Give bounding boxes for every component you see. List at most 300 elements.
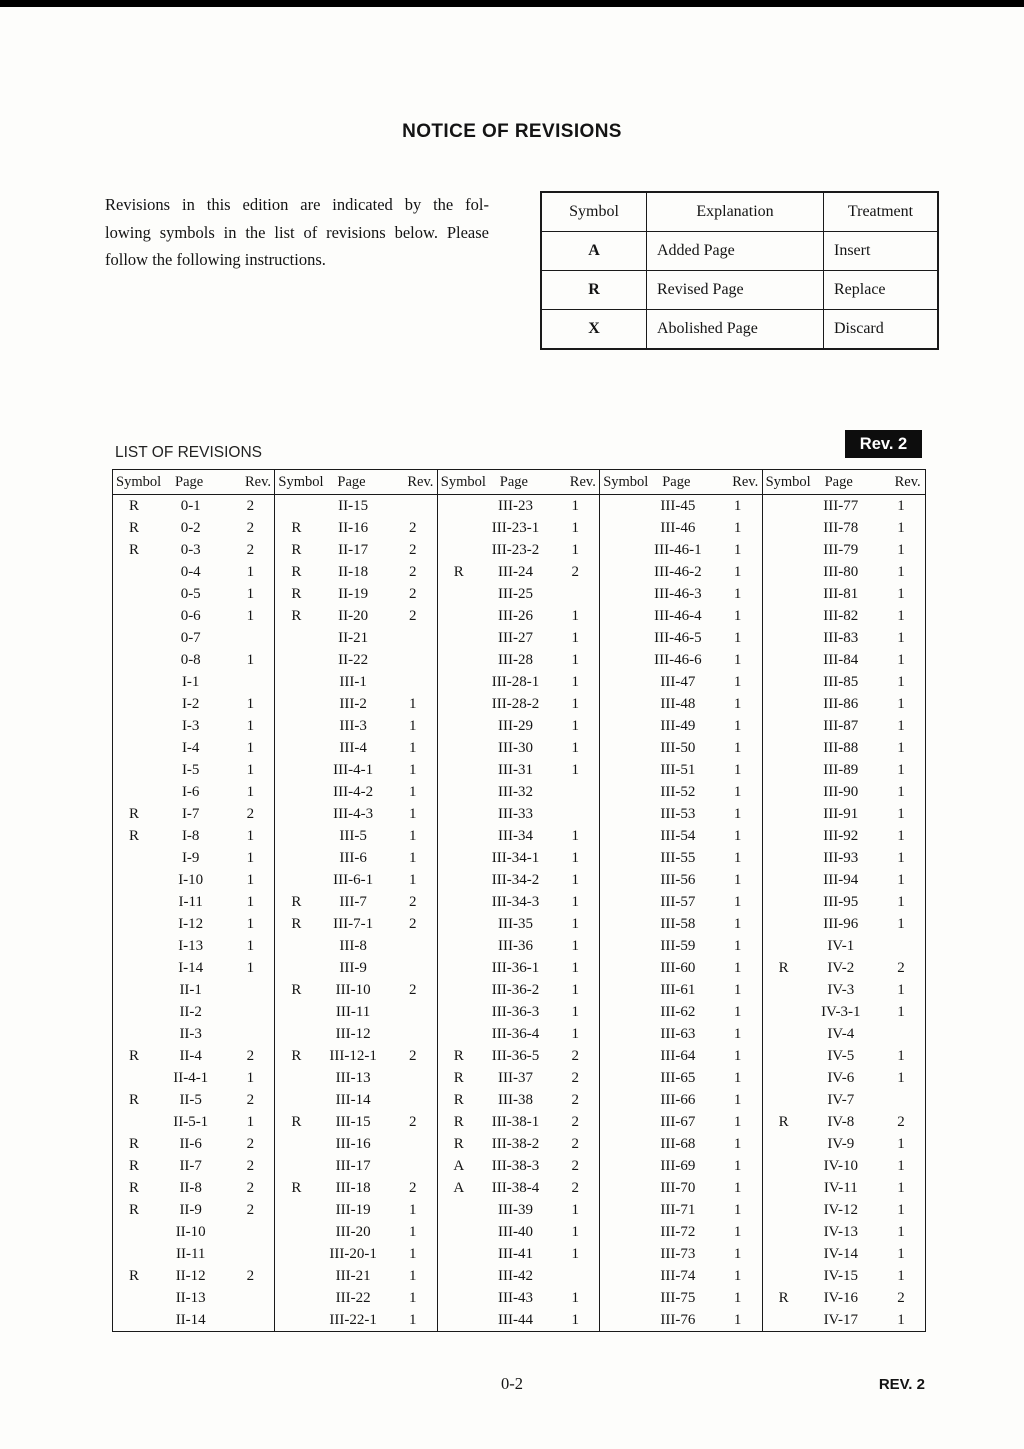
page-cell: IV-6 bbox=[827, 1069, 855, 1086]
revision-row bbox=[113, 605, 274, 627]
symbol-cell: R bbox=[541, 271, 647, 310]
revision-row bbox=[275, 671, 436, 693]
rev-cell: 1 bbox=[733, 563, 742, 580]
symbol-cell: R bbox=[128, 497, 139, 514]
revision-row bbox=[113, 671, 274, 693]
rev-cell: 1 bbox=[571, 827, 579, 844]
page-cell: I-6 bbox=[181, 783, 200, 800]
revision-row bbox=[113, 539, 274, 561]
rev-cell: 1 bbox=[733, 629, 742, 646]
revision-row bbox=[438, 1111, 599, 1133]
revision-row bbox=[113, 1023, 274, 1045]
explanation-cell: Abolished Page bbox=[647, 310, 824, 350]
page-cell: III-50 bbox=[660, 739, 696, 756]
revision-row bbox=[275, 1177, 436, 1199]
rev-cell: 2 bbox=[897, 959, 905, 976]
rev-cell: 1 bbox=[571, 937, 579, 954]
revision-row bbox=[600, 825, 761, 847]
revision-row bbox=[275, 693, 436, 715]
rev-cell: 1 bbox=[409, 783, 417, 800]
rev-cell: 1 bbox=[897, 519, 905, 536]
page-cell: II-2 bbox=[179, 1003, 202, 1020]
revision-row bbox=[600, 1111, 761, 1133]
column-header-label: Page bbox=[662, 473, 691, 490]
revision-row bbox=[113, 649, 274, 671]
revision-row bbox=[763, 957, 925, 979]
rev-badge: Rev. 2 bbox=[845, 430, 922, 458]
revision-row bbox=[600, 1001, 761, 1023]
revision-row bbox=[438, 1177, 599, 1199]
explanation-cell: Added Page bbox=[647, 232, 824, 271]
page-cell: III-36-2 bbox=[491, 981, 540, 998]
page-cell: III-82 bbox=[823, 607, 859, 624]
page-cell: III-74 bbox=[660, 1267, 696, 1284]
page-cell: III-36-1 bbox=[491, 959, 540, 976]
page-cell: III-4-2 bbox=[333, 783, 374, 800]
page-cell: III-17 bbox=[335, 1157, 371, 1174]
revision-row bbox=[113, 979, 274, 1001]
revision-row bbox=[763, 1023, 925, 1045]
revision-row bbox=[275, 1287, 436, 1309]
rev-cell: 2 bbox=[409, 585, 417, 602]
rev-cell: 2 bbox=[571, 1135, 579, 1152]
revision-row bbox=[600, 1133, 761, 1155]
page-cell: I-1 bbox=[181, 673, 200, 690]
revision-row bbox=[600, 715, 761, 737]
revision-row bbox=[113, 891, 274, 913]
symbol-cell: R bbox=[291, 541, 302, 558]
intro-line: follow the following instructions. bbox=[105, 250, 326, 269]
rev-cell: 2 bbox=[409, 1113, 417, 1130]
revision-row bbox=[438, 891, 599, 913]
revision-row bbox=[275, 561, 436, 583]
page-cell: II-9 bbox=[179, 1201, 202, 1218]
page-cell: III-66 bbox=[660, 1091, 696, 1108]
page-cell: II-13 bbox=[175, 1289, 206, 1306]
revision-row bbox=[113, 1155, 274, 1177]
column-header-label: Rev. bbox=[569, 473, 596, 490]
page-cell: III-75 bbox=[660, 1289, 696, 1306]
page-cell: III-6 bbox=[339, 849, 367, 866]
rev-cell: 1 bbox=[733, 1047, 742, 1064]
list-of-revisions-heading: LIST OF REVISIONS bbox=[115, 444, 263, 461]
rev-cell: 2 bbox=[246, 519, 255, 536]
column-header-label: Page bbox=[824, 473, 853, 490]
revision-row bbox=[763, 715, 925, 737]
rev-cell: 1 bbox=[246, 871, 255, 888]
rev-cell: 1 bbox=[246, 761, 255, 778]
revision-row bbox=[438, 1243, 599, 1265]
revision-row bbox=[600, 517, 761, 539]
column-header-label: Rev. bbox=[245, 473, 272, 490]
revisions-column-header bbox=[113, 470, 274, 495]
rev-cell: 1 bbox=[733, 739, 742, 756]
symbol-table-row bbox=[541, 232, 938, 271]
page-cell: III-11 bbox=[335, 1003, 371, 1020]
page-cell: IV-3 bbox=[827, 981, 855, 998]
symbol-cell: R bbox=[453, 1135, 464, 1152]
page-cell: III-36-4 bbox=[491, 1025, 540, 1042]
rev-cell: 1 bbox=[733, 541, 742, 558]
revision-row bbox=[600, 1155, 761, 1177]
page-cell: I-4 bbox=[181, 739, 200, 756]
page-cell: IV-11 bbox=[823, 1179, 858, 1196]
revision-row bbox=[113, 847, 274, 869]
page-cell: IV-13 bbox=[823, 1223, 859, 1240]
revision-row bbox=[763, 913, 925, 935]
symbol-cell: R bbox=[128, 1179, 139, 1196]
symbol-cell: R bbox=[128, 1201, 139, 1218]
page-cell: II-22 bbox=[338, 651, 369, 668]
rev-cell: 2 bbox=[409, 1047, 417, 1064]
page-cell: III-23 bbox=[498, 497, 533, 514]
page-cell: IV-12 bbox=[823, 1201, 859, 1218]
footer-revision-label: REV. 2 bbox=[878, 1376, 925, 1393]
revision-row bbox=[438, 979, 599, 1001]
page-cell: III-3 bbox=[339, 717, 367, 734]
revision-row bbox=[438, 1089, 599, 1111]
rev-cell: 1 bbox=[571, 849, 579, 866]
revision-row bbox=[438, 1287, 599, 1309]
treatment-cell: Discard bbox=[824, 310, 939, 350]
page-cell: I-11 bbox=[178, 893, 203, 910]
rev-cell: 2 bbox=[409, 893, 417, 910]
rev-cell: 1 bbox=[571, 761, 579, 778]
symbol-table bbox=[540, 191, 939, 350]
revision-row bbox=[438, 561, 599, 583]
page-cell: III-76 bbox=[660, 1311, 696, 1328]
revision-row bbox=[113, 781, 274, 803]
revision-row bbox=[438, 1023, 599, 1045]
page-cell: IV-10 bbox=[823, 1157, 859, 1174]
revision-row bbox=[763, 627, 925, 649]
page-cell: III-36-5 bbox=[491, 1047, 540, 1064]
rev-cell: 2 bbox=[409, 519, 417, 536]
page-cell: III-89 bbox=[823, 761, 859, 778]
rev-cell: 1 bbox=[733, 1223, 742, 1240]
revision-row bbox=[113, 1221, 274, 1243]
rev-cell: 2 bbox=[246, 1135, 255, 1152]
rev-cell: 2 bbox=[246, 1179, 255, 1196]
column-header-label: Rev. bbox=[894, 473, 921, 490]
revision-row bbox=[438, 847, 599, 869]
page-cell: III-46 bbox=[660, 519, 696, 536]
page-cell: II-21 bbox=[338, 629, 369, 646]
page-cell: I-12 bbox=[178, 915, 204, 932]
revision-row bbox=[763, 583, 925, 605]
page-cell: III-46-4 bbox=[654, 607, 702, 624]
revision-row bbox=[438, 693, 599, 715]
rev-cell: 1 bbox=[733, 783, 742, 800]
revision-row bbox=[113, 935, 274, 957]
page-cell: III-83 bbox=[823, 629, 859, 646]
rev-cell: 1 bbox=[897, 1157, 905, 1174]
rev-cell: 1 bbox=[409, 1201, 417, 1218]
rev-cell: 1 bbox=[733, 805, 742, 822]
page-cell: III-38-2 bbox=[491, 1135, 540, 1152]
page-cell: I-13 bbox=[178, 937, 204, 954]
revision-row bbox=[600, 539, 761, 561]
revision-row bbox=[763, 1199, 925, 1221]
revision-row bbox=[763, 759, 925, 781]
page-cell: III-64 bbox=[660, 1047, 696, 1064]
revision-row bbox=[275, 627, 436, 649]
rev-cell: 1 bbox=[246, 585, 255, 602]
revision-row bbox=[275, 1199, 436, 1221]
revision-row bbox=[438, 935, 599, 957]
page-cell: 0-4 bbox=[180, 563, 201, 580]
page-cell: III-67 bbox=[660, 1113, 696, 1130]
page-cell: III-4 bbox=[339, 739, 367, 756]
revision-row bbox=[438, 1155, 599, 1177]
page-cell: III-51 bbox=[660, 761, 696, 778]
page-cell: III-22-1 bbox=[329, 1311, 377, 1328]
rev-cell: 1 bbox=[571, 1003, 579, 1020]
page-cell: III-10 bbox=[335, 981, 371, 998]
rev-cell: 1 bbox=[246, 849, 255, 866]
rev-cell: 1 bbox=[733, 519, 742, 536]
revision-row bbox=[113, 1243, 274, 1265]
rev-cell: 1 bbox=[246, 915, 255, 932]
page-cell: II-5 bbox=[179, 1091, 202, 1108]
revision-row bbox=[275, 715, 436, 737]
rev-cell: 1 bbox=[733, 981, 742, 998]
revision-row bbox=[275, 495, 436, 517]
symbol-table-row bbox=[541, 271, 938, 310]
page-cell: III-55 bbox=[660, 849, 696, 866]
page-cell: III-58 bbox=[660, 915, 696, 932]
rev-cell: 1 bbox=[246, 893, 255, 910]
rev-cell: 1 bbox=[733, 1135, 742, 1152]
rev-cell: 1 bbox=[733, 673, 742, 690]
page-cell: III-7-1 bbox=[333, 915, 374, 932]
rev-cell: 1 bbox=[409, 1289, 417, 1306]
rev-cell: 1 bbox=[897, 1047, 905, 1064]
revision-row bbox=[438, 1199, 599, 1221]
page-cell: III-62 bbox=[660, 1003, 696, 1020]
revision-row bbox=[275, 517, 436, 539]
revision-row bbox=[438, 583, 599, 605]
revision-row bbox=[438, 1067, 599, 1089]
page-cell: III-54 bbox=[660, 827, 696, 844]
revision-row bbox=[113, 715, 274, 737]
page-cell: III-23-2 bbox=[491, 541, 540, 558]
rev-cell: 1 bbox=[571, 717, 579, 734]
page-cell: III-36-3 bbox=[491, 1003, 540, 1020]
revision-row bbox=[763, 1001, 925, 1023]
page-cell: III-65 bbox=[660, 1069, 696, 1086]
revision-row bbox=[438, 715, 599, 737]
symbol-cell: R bbox=[453, 1091, 464, 1108]
rev-cell: 1 bbox=[571, 607, 579, 624]
revision-row bbox=[600, 1265, 761, 1287]
revision-row bbox=[763, 517, 925, 539]
column-header-label: Page bbox=[499, 473, 528, 490]
rev-cell: 1 bbox=[897, 761, 905, 778]
revision-row bbox=[275, 1133, 436, 1155]
rev-cell: 1 bbox=[571, 519, 579, 536]
symbol-cell: R bbox=[778, 959, 789, 976]
rev-cell: 1 bbox=[897, 629, 905, 646]
rev-cell: 1 bbox=[571, 981, 579, 998]
rev-cell: 2 bbox=[246, 497, 255, 514]
rev-cell: 1 bbox=[733, 871, 742, 888]
revision-row bbox=[438, 517, 599, 539]
revisions-column-header bbox=[438, 470, 599, 495]
rev-cell: 1 bbox=[897, 739, 905, 756]
page-cell: III-20 bbox=[335, 1223, 371, 1240]
revision-row bbox=[275, 869, 436, 891]
page-cell: III-53 bbox=[660, 805, 696, 822]
revision-row bbox=[113, 803, 274, 825]
revision-row bbox=[113, 561, 274, 583]
rev-cell: 1 bbox=[246, 937, 255, 954]
rev-cell: 1 bbox=[571, 1245, 579, 1262]
page-cell: II-4 bbox=[179, 1047, 202, 1064]
revision-row bbox=[763, 1287, 925, 1309]
symbol-table-header: Treatment bbox=[824, 192, 939, 232]
column-header-label: Symbol bbox=[440, 473, 486, 490]
page-cell: II-16 bbox=[338, 519, 369, 536]
rev-cell: 1 bbox=[571, 1311, 579, 1328]
page-cell: III-88 bbox=[823, 739, 859, 756]
intro-line: lowing symbols in the list of revisions below. Please bbox=[105, 222, 489, 242]
intro-line: Revisions in this edition are indicated by the fol- bbox=[105, 195, 489, 214]
revision-row bbox=[275, 957, 436, 979]
rev-cell: 2 bbox=[409, 915, 417, 932]
revision-row bbox=[438, 671, 599, 693]
page-cell: III-29 bbox=[498, 717, 533, 734]
revision-row bbox=[600, 1199, 761, 1221]
symbol-cell: R bbox=[128, 1047, 139, 1064]
page-cell: III-41 bbox=[498, 1245, 533, 1262]
page-cell: III-46-3 bbox=[654, 585, 702, 602]
treatment-cell: Replace bbox=[824, 271, 939, 310]
revision-row bbox=[275, 737, 436, 759]
revisions-table bbox=[112, 469, 926, 1332]
page-cell: II-4-1 bbox=[173, 1069, 209, 1086]
page-cell: III-34 bbox=[498, 827, 533, 844]
rev-cell: 2 bbox=[246, 805, 255, 822]
explanation-cell: Revised Page bbox=[647, 271, 824, 310]
rev-cell: 1 bbox=[897, 1311, 905, 1328]
rev-cell: 2 bbox=[571, 1113, 579, 1130]
page-cell: I-5 bbox=[181, 761, 200, 778]
revision-row bbox=[275, 935, 436, 957]
revision-row bbox=[763, 781, 925, 803]
symbol-cell: R bbox=[291, 1047, 302, 1064]
page-cell: III-56 bbox=[660, 871, 696, 888]
revision-row bbox=[438, 737, 599, 759]
page-cell: III-34-1 bbox=[491, 849, 540, 866]
revision-row bbox=[113, 1177, 274, 1199]
rev-cell: 2 bbox=[246, 1091, 255, 1108]
symbol-cell: R bbox=[128, 541, 139, 558]
page-cell: III-12 bbox=[335, 1025, 371, 1042]
rev-cell: 1 bbox=[246, 827, 255, 844]
revision-row bbox=[600, 693, 761, 715]
revision-row bbox=[275, 847, 436, 869]
page-cell: 0-6 bbox=[180, 607, 201, 624]
rev-cell: 1 bbox=[571, 541, 579, 558]
page-cell: III-30 bbox=[498, 739, 533, 756]
revision-row bbox=[275, 1067, 436, 1089]
rev-cell: 1 bbox=[409, 827, 417, 844]
page-cell: III-40 bbox=[498, 1223, 533, 1240]
symbol-cell: R bbox=[291, 893, 302, 910]
column-header-label: Page bbox=[337, 473, 366, 490]
page-cell: III-44 bbox=[498, 1311, 533, 1328]
revision-row bbox=[600, 1221, 761, 1243]
page-cell: 0-8 bbox=[180, 651, 201, 668]
symbol-cell: R bbox=[453, 563, 464, 580]
page-cell: IV-8 bbox=[827, 1113, 855, 1130]
rev-cell: 1 bbox=[897, 1223, 905, 1240]
symbol-table-header: Explanation bbox=[647, 192, 824, 232]
rev-cell: 2 bbox=[571, 563, 579, 580]
revision-row bbox=[763, 671, 925, 693]
revision-row bbox=[763, 605, 925, 627]
revision-row bbox=[438, 803, 599, 825]
rev-cell: 1 bbox=[733, 1157, 742, 1174]
page-cell: III-31 bbox=[498, 761, 533, 778]
page-cell: IV-16 bbox=[823, 1289, 859, 1306]
page-cell: I-9 bbox=[181, 849, 200, 866]
symbol-cell: R bbox=[291, 585, 302, 602]
revision-row bbox=[763, 1067, 925, 1089]
revision-row bbox=[600, 1067, 761, 1089]
page-cell: 0-7 bbox=[180, 629, 201, 646]
revisions-column bbox=[600, 470, 762, 1331]
revision-row bbox=[275, 1243, 436, 1265]
page-cell: III-36 bbox=[498, 937, 533, 954]
revision-row bbox=[600, 781, 761, 803]
column-header-label: Symbol bbox=[116, 473, 162, 490]
page-cell: III-52 bbox=[660, 783, 696, 800]
page-cell: III-37 bbox=[498, 1069, 533, 1086]
rev-cell: 1 bbox=[897, 1201, 905, 1218]
page-cell: I-2 bbox=[181, 695, 200, 712]
revision-row bbox=[600, 847, 761, 869]
page-cell: II-3 bbox=[179, 1025, 202, 1042]
page-cell: III-1 bbox=[339, 673, 367, 690]
revision-row bbox=[763, 1221, 925, 1243]
page-cell: II-1 bbox=[179, 981, 202, 998]
revisions-column-header bbox=[275, 470, 436, 495]
rev-cell: 1 bbox=[571, 739, 579, 756]
rev-cell: 1 bbox=[897, 695, 905, 712]
revision-row bbox=[113, 913, 274, 935]
page-cell: III-4-3 bbox=[333, 805, 374, 822]
page-cell: III-19 bbox=[335, 1201, 371, 1218]
rev-cell: 1 bbox=[571, 497, 579, 514]
revision-row bbox=[275, 583, 436, 605]
revision-row bbox=[275, 1023, 436, 1045]
page-cell: III-14 bbox=[335, 1091, 371, 1108]
rev-cell: 1 bbox=[897, 849, 905, 866]
page-cell: III-77 bbox=[823, 497, 859, 514]
rev-cell: 1 bbox=[733, 1289, 742, 1306]
page-cell: II-6 bbox=[179, 1135, 202, 1152]
rev-cell: 1 bbox=[733, 497, 742, 514]
revision-row bbox=[600, 1243, 761, 1265]
rev-cell: 1 bbox=[571, 915, 579, 932]
rev-cell: 2 bbox=[246, 541, 255, 558]
rev-cell: 2 bbox=[409, 981, 417, 998]
symbol-cell: R bbox=[291, 563, 302, 580]
page-cell: III-69 bbox=[660, 1157, 696, 1174]
rev-cell: 1 bbox=[897, 717, 905, 734]
